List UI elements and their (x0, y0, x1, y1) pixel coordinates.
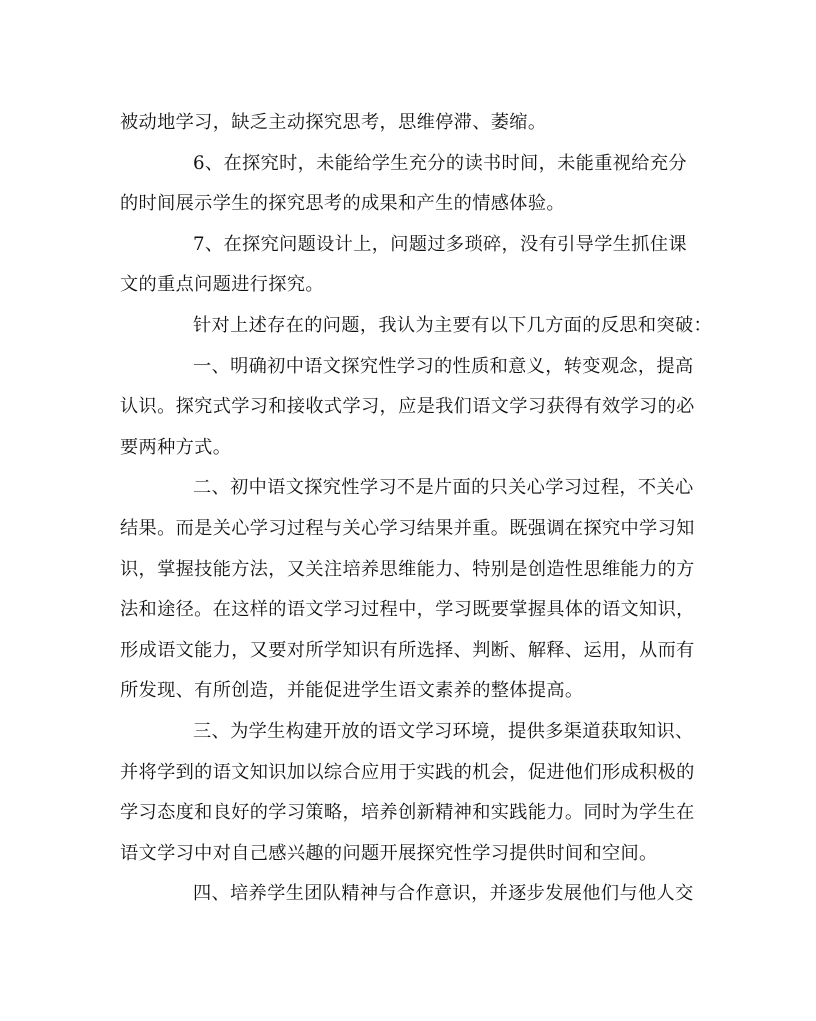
text-line: 结果。而是关心学习过程与关心学习结果并重。既强调在探究中学习知 (120, 517, 695, 539)
text-line: 形成语文能力，又要对所学知识有所选择、判断、解释、运用，从而有 (120, 639, 695, 661)
document-body (120, 103, 713, 915)
text-line: 6、在探究时，未能给学生充分的读书时间，未能重视给充分 (193, 152, 687, 174)
text-line: 二、初中语文探究性学习不是片面的只关心学习过程，不关心 (193, 477, 694, 499)
text-line: 三、为学生构建开放的语文学习环境，提供多渠道获取知识、 (193, 720, 694, 742)
text-line: 识，掌握技能方法，又关注培养思维能力、特别是创造性思维能力的方 (120, 558, 695, 580)
text-line: 并将学到的语文知识加以综合应用于实践的机会，促进他们形成积极的 (120, 761, 695, 783)
text-line: 文的重点问题进行探究。 (120, 274, 324, 296)
text-line: 认识。探究式学习和接收式学习，应是我们语文学习获得有效学习的必 (120, 396, 695, 418)
text-line: 四、培养学生团队精神与合作意识，并逐步发展他们与他人交 (193, 883, 694, 905)
text-line: 所发现、有所创造，并能促进学生语文素养的整体提高。 (120, 680, 584, 702)
text-line: 被动地学习，缺乏主动探究思考，思维停滞、萎缩。 (120, 112, 547, 133)
text-line: 语文学习中对自己感兴趣的问题开展探究性学习提供时间和空间。 (120, 842, 658, 864)
text-line: 的时间展示学生的探究思考的成果和产生的情感体验。 (120, 193, 565, 215)
text-line: 学习态度和良好的学习策略，培养创新精神和实践能力。同时为学生在 (120, 802, 695, 824)
text-line: 7、在探究问题设计上，问题过多琐碎，没有引导学生抓住课 (193, 233, 687, 255)
text-line: 要两种方式。 (120, 436, 232, 458)
text-line: 一、明确初中语文探究性学习的性质和意义，转变观念，提高 (193, 355, 694, 377)
text-line: 针对上述存在的问题，我认为主要有以下几方面的反思和突破： (193, 314, 713, 336)
text-line: 法和途径。在这样的语文学习过程中，学习既要掌握具体的语文知识， (120, 599, 695, 621)
